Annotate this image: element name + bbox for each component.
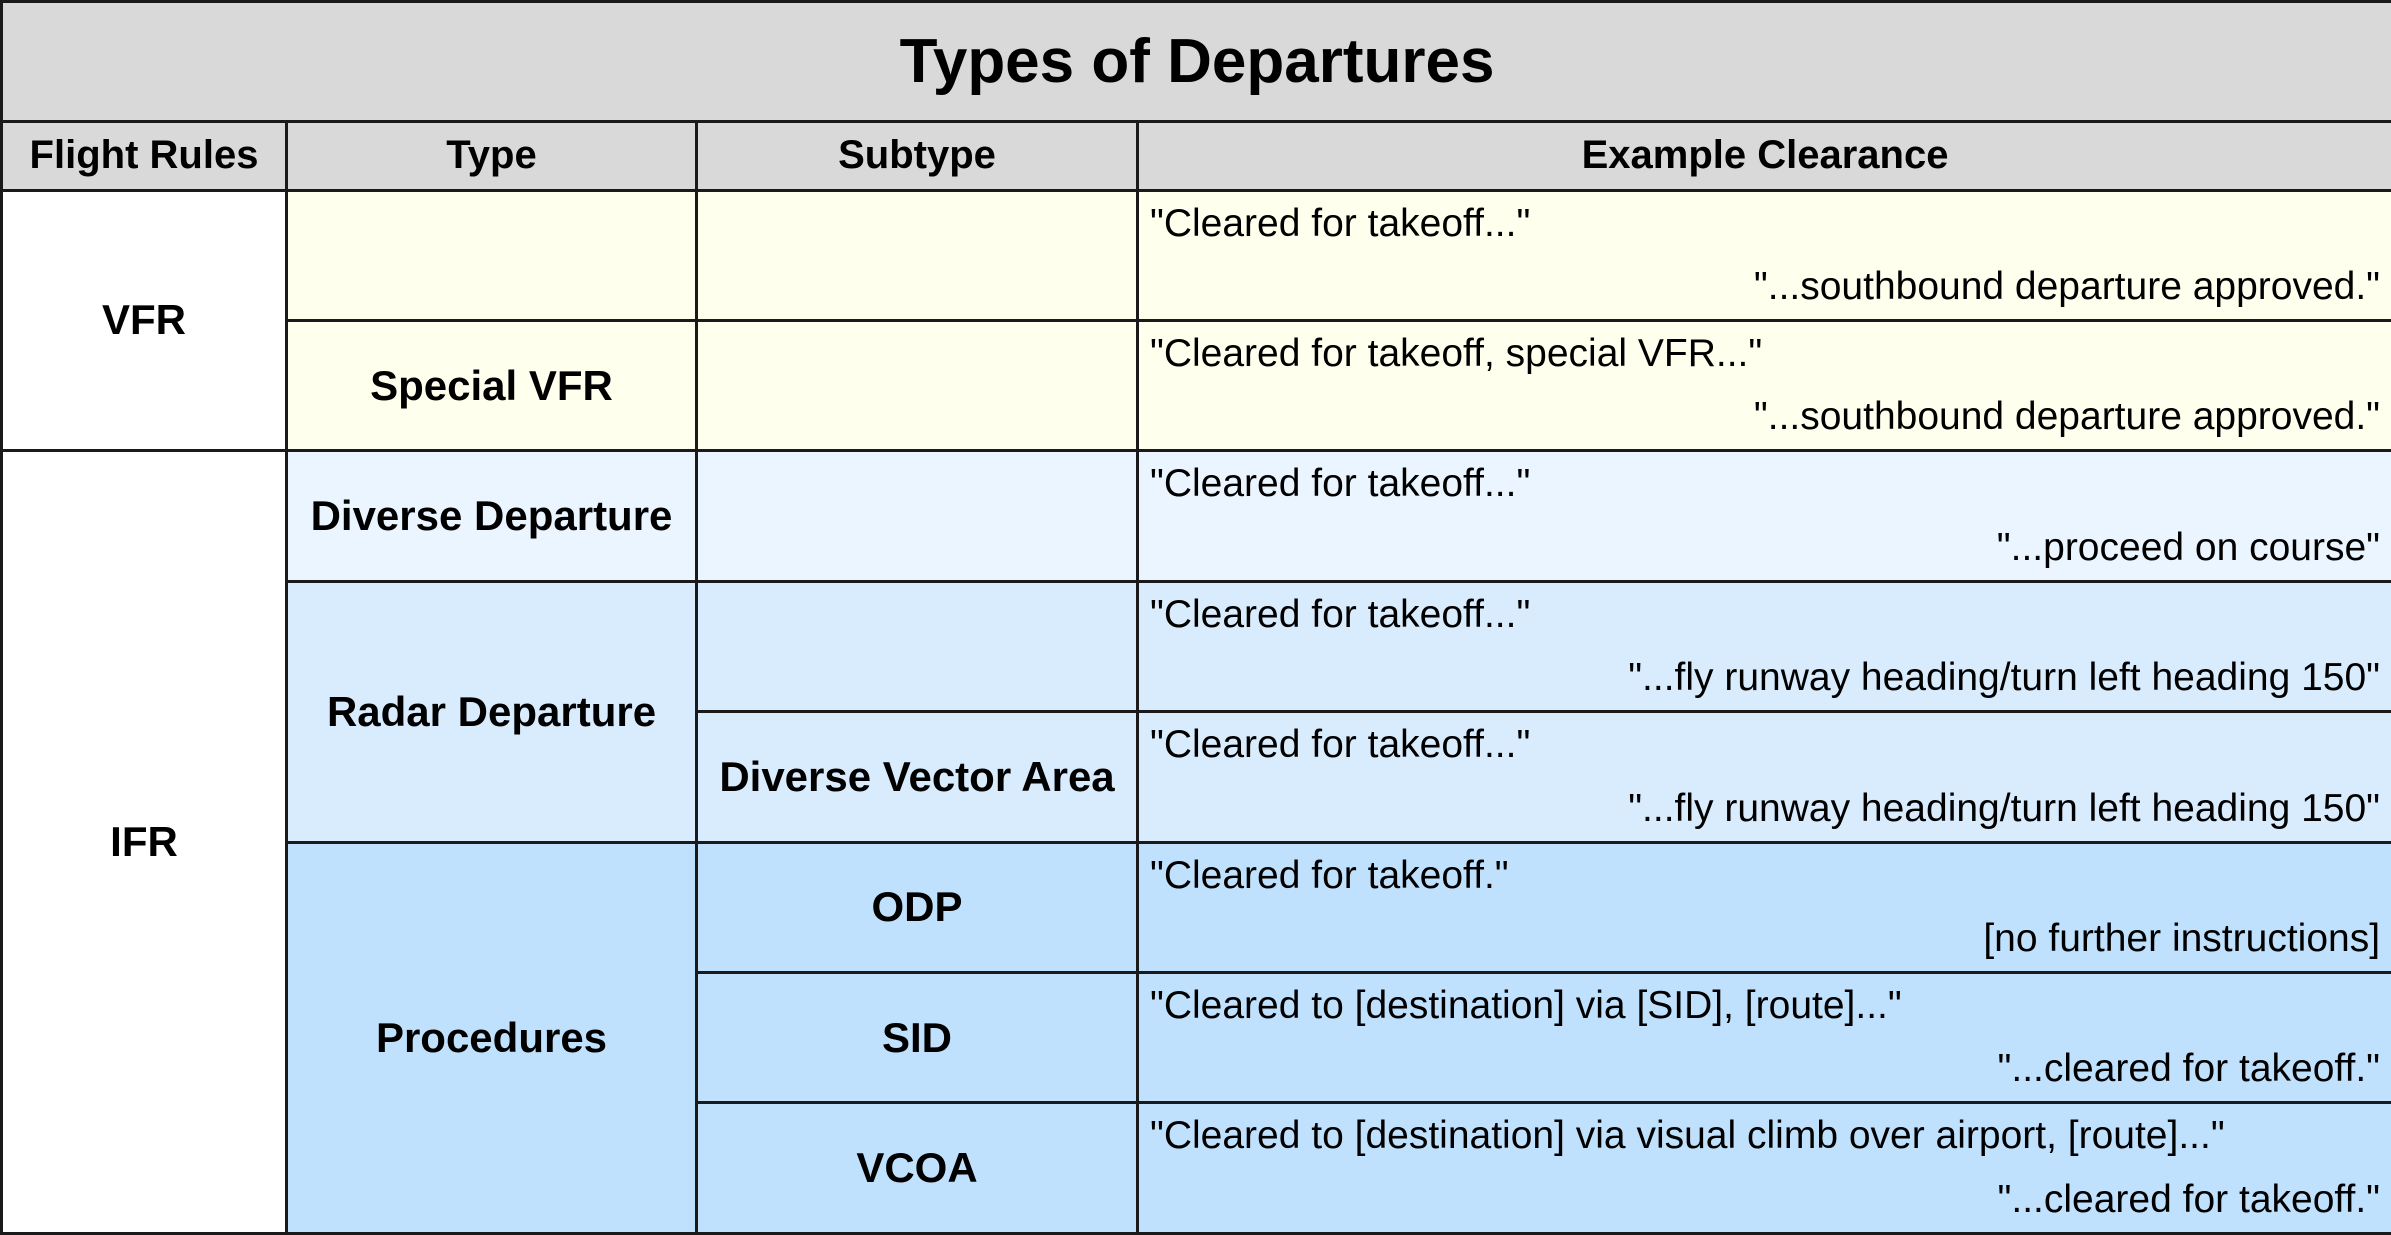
clearance-line-1: "Cleared for takeoff...": [1150, 201, 1531, 245]
header-flight-rules: Flight Rules: [2, 122, 287, 190]
clearance-cell: [1138, 973, 2391, 1103]
type-diverse-departure: Diverse Departure: [287, 451, 697, 581]
clearance-line-1: "Cleared for takeoff, special VFR...": [1150, 331, 1763, 375]
header-subtype: Subtype: [697, 122, 1138, 190]
clearance-cell: [1138, 190, 2391, 320]
table-row: [2, 842, 2391, 972]
table-row: [2, 581, 2391, 711]
table-row: [2, 451, 2391, 581]
clearance-cell: [1138, 451, 2391, 581]
header-row: [2, 122, 2391, 190]
clearance-line-2: "...fly runway heading/turn left heading 150": [1628, 786, 2381, 830]
subtype-empty: [697, 320, 1138, 450]
clearance-line-2: "...southbound departure approved.": [1753, 395, 2381, 439]
table-row: [2, 320, 2391, 450]
clearance-cell: [1138, 842, 2391, 972]
subtype-empty: [697, 581, 1138, 711]
flight-rules-ifr: IFR: [2, 451, 287, 1234]
clearance-line-2: "...cleared for takeoff.": [1997, 1178, 2381, 1221]
clearance-line-2: "...southbound departure approved.": [1753, 264, 2381, 308]
clearance-line-2: [no further instructions]: [1983, 917, 2381, 961]
clearance-line-1: "Cleared for takeoff...": [1150, 723, 1531, 767]
flight-rules-vfr: VFR: [2, 190, 287, 451]
clearance-cell: [1138, 581, 2391, 711]
header-example-clearance: Example Clearance: [1138, 122, 2391, 190]
type-vfr-standard: [287, 190, 697, 320]
clearance-line-2: "...proceed on course": [1996, 525, 2381, 569]
clearance-line-1: "Cleared for takeoff...": [1150, 592, 1531, 636]
subtype-sid: SID: [697, 973, 1138, 1103]
clearance-line-2: "...fly runway heading/turn left heading 150": [1628, 656, 2381, 700]
clearance-line-1: "Cleared for takeoff.": [1150, 853, 1509, 897]
clearance-line-2: "...cleared for takeoff.": [1997, 1047, 2381, 1091]
type-special-vfr: Special VFR: [287, 320, 697, 450]
type-procedures: Procedures: [287, 842, 697, 1233]
clearance-cell: [1138, 712, 2391, 842]
type-radar-departure: Radar Departure: [287, 581, 697, 842]
clearance-line-1: "Cleared for takeoff...": [1150, 462, 1531, 506]
title-row: [2, 2, 2391, 122]
subtype-diverse-vector-area: Diverse Vector Area: [697, 712, 1138, 842]
clearance-cell: [1138, 1103, 2391, 1234]
subtype-empty: [697, 190, 1138, 320]
subtype-empty: [697, 451, 1138, 581]
clearance-line-1: "Cleared to [destination] via [SID], [route]...": [1150, 984, 1902, 1028]
clearance-line-1: "Cleared to [destination] via visual climb over airport, [route]...": [1150, 1114, 2225, 1158]
header-type: Type: [287, 122, 697, 190]
table-row: [2, 190, 2391, 320]
subtype-vcoa: VCOA: [697, 1103, 1138, 1234]
table-title: Types of Departures: [2, 2, 2391, 122]
subtype-odp: ODP: [697, 842, 1138, 972]
clearance-cell: [1138, 320, 2391, 450]
